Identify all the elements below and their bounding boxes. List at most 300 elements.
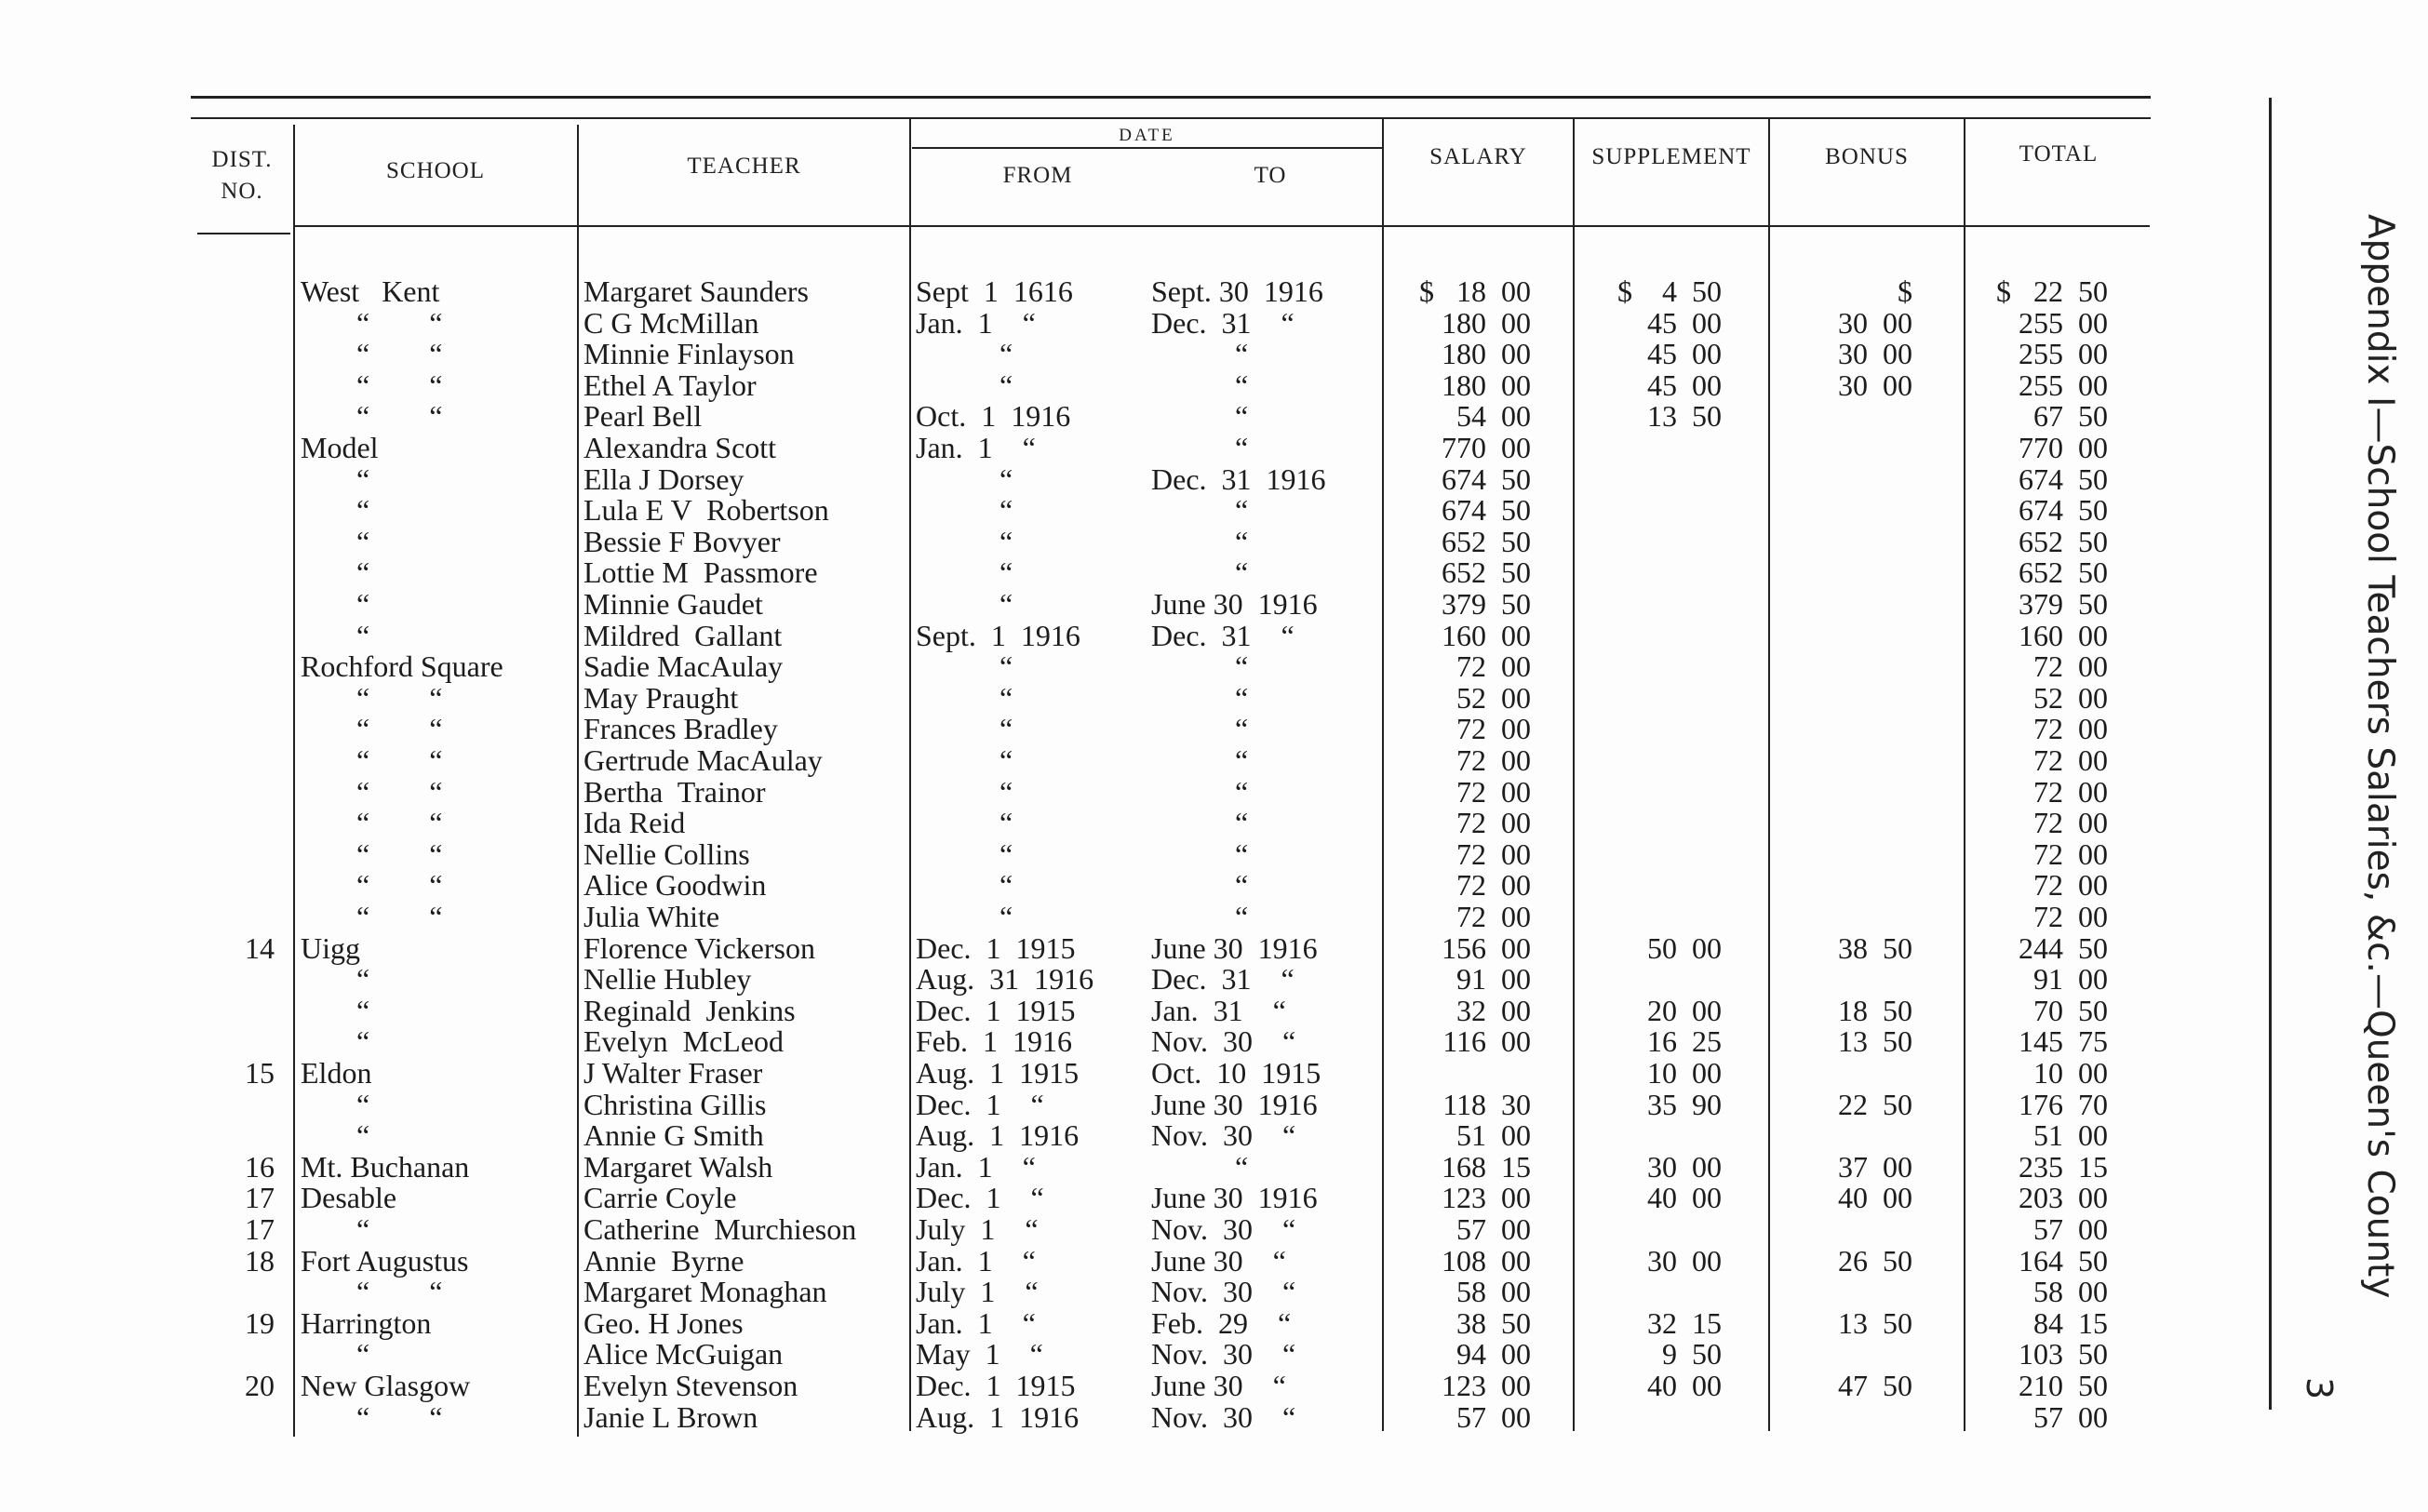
cell-to: “ bbox=[1235, 399, 1249, 434]
cell-from: “ bbox=[999, 774, 1013, 809]
cell-salary: 652 50 bbox=[1442, 555, 1531, 590]
cell-salary: 674 50 bbox=[1442, 493, 1531, 528]
cell-supplement: 35 90 bbox=[1647, 1087, 1722, 1121]
cell-total: 255 00 bbox=[2019, 305, 2108, 340]
cell-school: “ “ bbox=[356, 806, 443, 840]
cell-from: “ bbox=[999, 712, 1013, 746]
cell-total: 58 00 bbox=[2033, 1275, 2108, 1309]
cell-bonus: 37 00 bbox=[1838, 1149, 1912, 1184]
table-row bbox=[0, 963, 2159, 995]
cell-to: Dec. 31 1916 bbox=[1151, 462, 1326, 496]
cell-salary: 72 00 bbox=[1456, 649, 1531, 684]
cell-supplement: 50 00 bbox=[1647, 930, 1722, 965]
cell-supplement: 10 00 bbox=[1647, 1056, 1722, 1090]
cell-bonus: 26 50 bbox=[1838, 1243, 1912, 1278]
cell-to: Sept. 30 1916 bbox=[1151, 274, 1323, 308]
cell-total: 72 00 bbox=[2033, 712, 2108, 746]
cell-bonus: 47 50 bbox=[1838, 1369, 1912, 1402]
cell-salary: 770 00 bbox=[1442, 431, 1531, 464]
cell-from: “ bbox=[999, 836, 1013, 871]
cell-teacher: Margaret Monaghan bbox=[584, 1275, 827, 1309]
cell-teacher: Lottie M Passmore bbox=[584, 555, 818, 590]
cell-teacher: Carrie Coyle bbox=[584, 1181, 737, 1215]
cell-to: “ bbox=[1235, 1149, 1249, 1184]
cell-teacher: Alice McGuigan bbox=[584, 1337, 784, 1372]
cell-from: Aug. 1 1915 bbox=[916, 1056, 1080, 1090]
cell-to: “ bbox=[1235, 712, 1249, 746]
cell-to: “ bbox=[1235, 649, 1249, 684]
cell-school: “ bbox=[356, 618, 370, 652]
cell-salary: 118 30 bbox=[1442, 1087, 1531, 1121]
header-supplement: SUPPLEMENT bbox=[1591, 144, 1751, 169]
cell-to: “ bbox=[1235, 774, 1249, 809]
cell-salary: 58 00 bbox=[1456, 1275, 1531, 1309]
table-row bbox=[0, 1119, 2159, 1151]
cell-school: “ bbox=[356, 962, 370, 997]
header-salary: SALARY bbox=[1429, 144, 1527, 169]
cell-school: “ bbox=[356, 1337, 370, 1372]
table-row bbox=[0, 307, 2159, 339]
cell-teacher: Evelyn Stevenson bbox=[584, 1369, 798, 1402]
cell-to: June 30 1916 bbox=[1151, 1087, 1318, 1121]
cell-school: “ bbox=[356, 462, 370, 496]
table-row bbox=[0, 1182, 2159, 1213]
cell-school: “ bbox=[356, 1212, 370, 1246]
cell-from: “ bbox=[999, 368, 1013, 402]
table-row bbox=[0, 744, 2159, 776]
cell-dist: 17 bbox=[245, 1181, 275, 1215]
cell-to: “ bbox=[1235, 743, 1249, 777]
cell-supplement: 40 00 bbox=[1647, 1181, 1722, 1215]
cell-supplement: 30 00 bbox=[1647, 1243, 1722, 1278]
cell-salary: 32 00 bbox=[1456, 993, 1531, 1027]
cell-total: 770 00 bbox=[2019, 431, 2108, 464]
cell-total: 235 15 bbox=[2019, 1149, 2108, 1184]
cell-school: Harrington bbox=[301, 1305, 432, 1340]
table-row bbox=[0, 463, 2159, 495]
cell-total: 67 50 bbox=[2033, 399, 2108, 434]
cell-to: Jan. 31 “ bbox=[1151, 993, 1286, 1027]
table-row bbox=[0, 1057, 2159, 1089]
cell-salary: 72 00 bbox=[1456, 774, 1531, 809]
table-row bbox=[0, 995, 2159, 1026]
cell-school: Uigg bbox=[301, 930, 360, 965]
cell-total: 84 15 bbox=[2033, 1305, 2108, 1340]
cell-school: “ “ bbox=[356, 368, 443, 402]
cell-teacher: Bertha Trainor bbox=[584, 774, 766, 809]
cell-total: 255 00 bbox=[2019, 368, 2108, 402]
cell-from: Oct. 1 1916 bbox=[916, 399, 1071, 434]
cell-bonus: 30 00 bbox=[1838, 305, 1912, 340]
cell-teacher: Frances Bradley bbox=[584, 712, 778, 746]
cell-to: “ bbox=[1235, 431, 1249, 464]
cell-salary: 160 00 bbox=[1442, 618, 1531, 652]
cell-to: Dec. 31 “ bbox=[1151, 618, 1294, 652]
cell-supplement: 20 00 bbox=[1647, 993, 1722, 1027]
cell-total: 57 00 bbox=[2033, 1212, 2108, 1246]
top-rule bbox=[191, 96, 2151, 99]
cell-salary: 674 50 bbox=[1442, 462, 1531, 496]
cell-school: West Kent bbox=[301, 274, 440, 308]
table-row bbox=[0, 1370, 2159, 1401]
cell-to: Nov. 30 “ bbox=[1151, 1337, 1296, 1372]
cell-teacher: C G McMillan bbox=[584, 305, 759, 340]
cell-school: “ “ bbox=[356, 774, 443, 809]
table-row bbox=[0, 838, 2159, 870]
cell-from: “ bbox=[999, 493, 1013, 528]
cell-dist: 19 bbox=[245, 1305, 275, 1340]
cell-salary: 94 00 bbox=[1456, 1337, 1531, 1372]
cell-school: “ bbox=[356, 1087, 370, 1121]
cell-total: 72 00 bbox=[2033, 774, 2108, 809]
cell-salary: 379 50 bbox=[1442, 587, 1531, 621]
cell-from: Sept. 1 1916 bbox=[916, 618, 1080, 652]
cell-to: June 30 “ bbox=[1151, 1243, 1286, 1278]
cell-from: Aug. 1 1916 bbox=[916, 1399, 1080, 1434]
cell-salary: 123 00 bbox=[1442, 1181, 1531, 1215]
table-row bbox=[0, 1245, 2159, 1277]
cell-supplement: 45 00 bbox=[1647, 337, 1722, 371]
cell-total: $ 22 50 bbox=[1996, 274, 2108, 308]
cell-salary: 38 50 bbox=[1456, 1305, 1531, 1340]
cell-school: “ “ bbox=[356, 900, 443, 933]
cell-school: “ bbox=[356, 555, 370, 590]
date-rule bbox=[912, 147, 1382, 149]
cell-teacher: Christina Gillis bbox=[584, 1087, 767, 1121]
cell-from: “ bbox=[999, 680, 1013, 715]
cell-to: “ bbox=[1235, 680, 1249, 715]
cell-salary: 168 15 bbox=[1442, 1149, 1531, 1184]
cell-to: June 30 1916 bbox=[1151, 930, 1318, 965]
cell-school: “ “ bbox=[356, 1399, 443, 1434]
cell-teacher: Sadie MacAulay bbox=[584, 649, 784, 684]
cell-teacher: Nellie Hubley bbox=[584, 962, 752, 997]
cell-to: “ bbox=[1235, 524, 1249, 558]
cell-school: Fort Augustus bbox=[301, 1243, 469, 1278]
cell-from: July 1 “ bbox=[916, 1275, 1039, 1309]
cell-dist: 14 bbox=[245, 930, 275, 965]
cell-salary: 57 00 bbox=[1456, 1212, 1531, 1246]
table-row bbox=[0, 1151, 2159, 1183]
header-teacher: TEACHER bbox=[687, 154, 801, 179]
cell-total: 72 00 bbox=[2033, 806, 2108, 840]
cell-school: “ bbox=[356, 524, 370, 558]
cell-from: “ bbox=[999, 806, 1013, 840]
cell-total: 72 00 bbox=[2033, 743, 2108, 777]
cell-to: June 30 1916 bbox=[1151, 587, 1318, 621]
cell-salary: $ 18 00 bbox=[1419, 274, 1531, 308]
cell-supplement: $ 4 50 bbox=[1617, 274, 1722, 308]
cell-to: Nov. 30 “ bbox=[1151, 1275, 1296, 1309]
cell-total: 70 50 bbox=[2033, 993, 2108, 1027]
cell-to: “ bbox=[1235, 337, 1249, 371]
table-row bbox=[0, 494, 2159, 526]
cell-school: “ “ bbox=[356, 305, 443, 340]
cell-total: 255 00 bbox=[2019, 337, 2108, 371]
cell-dist: 20 bbox=[245, 1369, 275, 1402]
cell-to: Dec. 31 “ bbox=[1151, 305, 1294, 340]
table-row bbox=[0, 400, 2159, 432]
cell-total: 176 70 bbox=[2019, 1087, 2108, 1121]
cell-salary: 72 00 bbox=[1456, 806, 1531, 840]
table-row bbox=[0, 1025, 2159, 1057]
cell-bonus: 40 00 bbox=[1838, 1181, 1912, 1215]
cell-total: 379 50 bbox=[2019, 587, 2108, 621]
cell-salary: 72 00 bbox=[1456, 900, 1531, 933]
side-title: Appendix I—School Teachers Salaries, &c.—Queen's County bbox=[2359, 214, 2401, 1299]
cell-supplement: 13 50 bbox=[1647, 399, 1722, 434]
cell-teacher: Mildred Gallant bbox=[584, 618, 783, 652]
cell-salary: 72 00 bbox=[1456, 743, 1531, 777]
cell-supplement: 40 00 bbox=[1647, 1369, 1722, 1402]
cell-from: “ bbox=[999, 524, 1013, 558]
header-date-from: FROM bbox=[1002, 163, 1073, 188]
cell-from: “ bbox=[999, 649, 1013, 684]
side-rule bbox=[2269, 98, 2272, 1410]
cell-salary: 116 00 bbox=[1442, 1024, 1531, 1059]
table-row bbox=[0, 776, 2159, 808]
cell-from: “ bbox=[999, 462, 1013, 496]
cell-from: Jan. 1 “ bbox=[916, 431, 1036, 464]
cell-teacher: Janie L Brown bbox=[584, 1399, 758, 1434]
cell-bonus: 13 50 bbox=[1838, 1024, 1912, 1059]
table-row bbox=[0, 556, 2159, 588]
cell-teacher: Minnie Finlayson bbox=[584, 337, 795, 371]
cell-school: Model bbox=[301, 431, 379, 464]
cell-supplement: 45 00 bbox=[1647, 305, 1722, 340]
table-row bbox=[0, 620, 2159, 651]
cell-teacher: Lula E V Robertson bbox=[584, 493, 829, 528]
cell-teacher: Reginald Jenkins bbox=[584, 993, 796, 1027]
table-row bbox=[0, 1089, 2159, 1120]
cell-salary: 72 00 bbox=[1456, 836, 1531, 871]
cell-total: 164 50 bbox=[2019, 1243, 2108, 1278]
header-date-to: TO bbox=[1254, 163, 1287, 188]
cell-school: “ “ bbox=[356, 743, 443, 777]
cell-teacher: Geo. H Jones bbox=[584, 1305, 744, 1340]
cell-from: “ bbox=[999, 743, 1013, 777]
cell-total: 57 00 bbox=[2033, 1399, 2108, 1434]
cell-teacher: Bessie F Bovyer bbox=[584, 524, 781, 558]
cell-dist: 18 bbox=[245, 1243, 275, 1278]
cell-teacher: Nellie Collins bbox=[584, 836, 750, 871]
cell-salary: 108 00 bbox=[1442, 1243, 1531, 1278]
cell-to: “ bbox=[1235, 806, 1249, 840]
cell-total: 145 75 bbox=[2019, 1024, 2108, 1059]
cell-salary: 156 00 bbox=[1442, 930, 1531, 965]
header-school: SCHOOL bbox=[385, 158, 485, 183]
cell-to: Nov. 30 “ bbox=[1151, 1212, 1296, 1246]
cell-teacher: Ida Reid bbox=[584, 806, 686, 840]
cell-total: 52 00 bbox=[2033, 680, 2108, 715]
cell-supplement: 32 15 bbox=[1647, 1305, 1722, 1340]
cell-to: “ bbox=[1235, 555, 1249, 590]
cell-teacher: Ella J Dorsey bbox=[584, 462, 744, 496]
header-total: TOTAL bbox=[2019, 141, 2099, 167]
table-row bbox=[0, 682, 2159, 714]
cell-teacher: May Praught bbox=[584, 680, 739, 715]
cell-bonus: 38 50 bbox=[1838, 930, 1912, 965]
cell-teacher: Minnie Gaudet bbox=[584, 587, 763, 621]
table-row bbox=[0, 369, 2159, 401]
cell-bonus: 30 00 bbox=[1838, 368, 1912, 402]
cell-from: Jan. 1 “ bbox=[916, 1149, 1036, 1184]
table-row bbox=[0, 1307, 2159, 1339]
cell-from: Aug. 31 1916 bbox=[916, 962, 1094, 997]
cell-teacher: Alice Goodwin bbox=[584, 868, 767, 903]
cell-total: 51 00 bbox=[2033, 1118, 2108, 1153]
cell-teacher: Alexandra Scott bbox=[584, 431, 777, 464]
table-row bbox=[0, 650, 2159, 682]
cell-supplement: 9 50 bbox=[1662, 1337, 1722, 1372]
cell-total: 652 50 bbox=[2019, 555, 2108, 590]
table-row bbox=[0, 526, 2159, 557]
table-row bbox=[0, 338, 2159, 369]
cell-school: “ “ bbox=[356, 1275, 443, 1309]
cell-total: 674 50 bbox=[2019, 493, 2108, 528]
cell-to: “ bbox=[1235, 368, 1249, 402]
cell-school: “ “ bbox=[356, 868, 443, 903]
cell-school: Desable bbox=[301, 1181, 397, 1215]
cell-school: “ bbox=[356, 493, 370, 528]
table-row bbox=[0, 432, 2159, 463]
cell-teacher: Florence Vickerson bbox=[584, 930, 815, 965]
cell-teacher: Julia White bbox=[584, 900, 720, 933]
cell-from: Sept 1 1616 bbox=[916, 274, 1073, 308]
cell-bonus: 13 50 bbox=[1838, 1305, 1912, 1340]
header-bottom-rule bbox=[197, 233, 290, 234]
cell-to: Oct. 10 1915 bbox=[1151, 1056, 1321, 1090]
cell-teacher: J Walter Fraser bbox=[584, 1056, 763, 1090]
cell-teacher: Catherine Murchieson bbox=[584, 1212, 857, 1246]
cell-from: Dec. 1 1915 bbox=[916, 1369, 1076, 1402]
cell-total: 72 00 bbox=[2033, 649, 2108, 684]
cell-teacher: Gertrude MacAulay bbox=[584, 743, 823, 777]
cell-to: Nov. 30 “ bbox=[1151, 1118, 1296, 1153]
cell-dist: 16 bbox=[245, 1149, 275, 1184]
cell-from: May 1 “ bbox=[916, 1337, 1043, 1372]
cell-total: 160 00 bbox=[2019, 618, 2108, 652]
cell-total: 203 00 bbox=[2019, 1181, 2108, 1215]
cell-from: “ bbox=[999, 900, 1013, 933]
cell-from: Aug. 1 1916 bbox=[916, 1118, 1080, 1153]
cell-salary: 72 00 bbox=[1456, 712, 1531, 746]
cell-to: “ bbox=[1235, 868, 1249, 903]
cell-salary: 180 00 bbox=[1442, 305, 1531, 340]
cell-dist: 15 bbox=[245, 1056, 275, 1090]
cell-to: Feb. 29 “ bbox=[1151, 1305, 1292, 1340]
cell-teacher: Margaret Saunders bbox=[584, 274, 809, 308]
cell-salary: 180 00 bbox=[1442, 368, 1531, 402]
table-row bbox=[0, 1213, 2159, 1245]
cell-school: Eldon bbox=[301, 1056, 372, 1090]
cell-total: 210 50 bbox=[2019, 1369, 2108, 1402]
cell-from: July 1 “ bbox=[916, 1212, 1039, 1246]
cell-supplement: 30 00 bbox=[1647, 1149, 1722, 1184]
cell-from: “ bbox=[999, 555, 1013, 590]
cell-bonus: 30 00 bbox=[1838, 337, 1912, 371]
cell-total: 72 00 bbox=[2033, 836, 2108, 871]
cell-teacher: Evelyn McLeod bbox=[584, 1024, 785, 1059]
cell-school: “ bbox=[356, 1118, 370, 1153]
cell-school: New Glasgow bbox=[301, 1369, 471, 1402]
cell-teacher: Margaret Walsh bbox=[584, 1149, 773, 1184]
header-bottom-rule bbox=[293, 225, 2150, 227]
cell-from: “ bbox=[999, 587, 1013, 621]
cell-total: 72 00 bbox=[2033, 900, 2108, 933]
header-bonus: BONUS bbox=[1825, 144, 1909, 169]
cell-to: June 30 “ bbox=[1151, 1369, 1286, 1402]
cell-to: Nov. 30 “ bbox=[1151, 1024, 1296, 1059]
table-row bbox=[0, 588, 2159, 620]
page-number: 3 bbox=[2299, 1377, 2340, 1400]
cell-to: “ bbox=[1235, 836, 1249, 871]
table-row bbox=[0, 275, 2159, 307]
cell-from: Dec. 1 “ bbox=[916, 1087, 1044, 1121]
cell-school: “ “ bbox=[356, 399, 443, 434]
table-row bbox=[0, 901, 2159, 932]
top-rule-2 bbox=[191, 117, 2151, 119]
cell-to: Nov. 30 “ bbox=[1151, 1399, 1296, 1434]
cell-from: Jan. 1 “ bbox=[916, 305, 1036, 340]
table-row bbox=[0, 1276, 2159, 1307]
cell-from: Dec. 1 1915 bbox=[916, 930, 1076, 965]
cell-school: “ “ bbox=[356, 680, 443, 715]
cell-to: Dec. 31 “ bbox=[1151, 962, 1294, 997]
cell-salary: 54 00 bbox=[1456, 399, 1531, 434]
cell-salary: 72 00 bbox=[1456, 868, 1531, 903]
cell-supplement: 45 00 bbox=[1647, 368, 1722, 402]
cell-from: Dec. 1 “ bbox=[916, 1181, 1044, 1215]
cell-teacher: Annie G Smith bbox=[584, 1118, 764, 1153]
cell-school: “ “ bbox=[356, 836, 443, 871]
table-row bbox=[0, 1401, 2159, 1433]
cell-from: “ bbox=[999, 868, 1013, 903]
cell-total: 10 00 bbox=[2033, 1056, 2108, 1090]
cell-salary: 52 00 bbox=[1456, 680, 1531, 715]
header-dist-no: DIST. NO. bbox=[211, 147, 273, 204]
cell-bonus: 22 50 bbox=[1838, 1087, 1912, 1121]
cell-school: Mt. Buchanan bbox=[301, 1149, 470, 1184]
cell-supplement: 16 25 bbox=[1647, 1024, 1722, 1059]
cell-salary: 57 00 bbox=[1456, 1399, 1531, 1434]
cell-total: 244 50 bbox=[2019, 930, 2108, 965]
cell-total: 103 50 bbox=[2019, 1337, 2108, 1372]
table-row bbox=[0, 713, 2159, 744]
cell-dist: 17 bbox=[245, 1212, 275, 1246]
cell-salary: 123 00 bbox=[1442, 1369, 1531, 1402]
cell-school: “ “ bbox=[356, 337, 443, 371]
cell-bonus: 18 50 bbox=[1838, 993, 1912, 1027]
cell-teacher: Pearl Bell bbox=[584, 399, 703, 434]
cell-total: 72 00 bbox=[2033, 868, 2108, 903]
cell-to: “ bbox=[1235, 493, 1249, 528]
cell-school: “ bbox=[356, 1024, 370, 1059]
header-date: DATE bbox=[1119, 126, 1175, 145]
cell-from: Dec. 1 1915 bbox=[916, 993, 1076, 1027]
table-row bbox=[0, 1338, 2159, 1370]
cell-from: Jan. 1 “ bbox=[916, 1243, 1036, 1278]
cell-total: 674 50 bbox=[2019, 462, 2108, 496]
cell-teacher: Ethel A Taylor bbox=[584, 368, 757, 402]
cell-school: “ “ bbox=[356, 712, 443, 746]
cell-total: 91 00 bbox=[2033, 962, 2108, 997]
cell-school: “ bbox=[356, 993, 370, 1027]
cell-school: Rochford Square bbox=[301, 649, 503, 684]
cell-salary: 91 00 bbox=[1456, 962, 1531, 997]
cell-salary: 180 00 bbox=[1442, 337, 1531, 371]
cell-salary: 652 50 bbox=[1442, 524, 1531, 558]
